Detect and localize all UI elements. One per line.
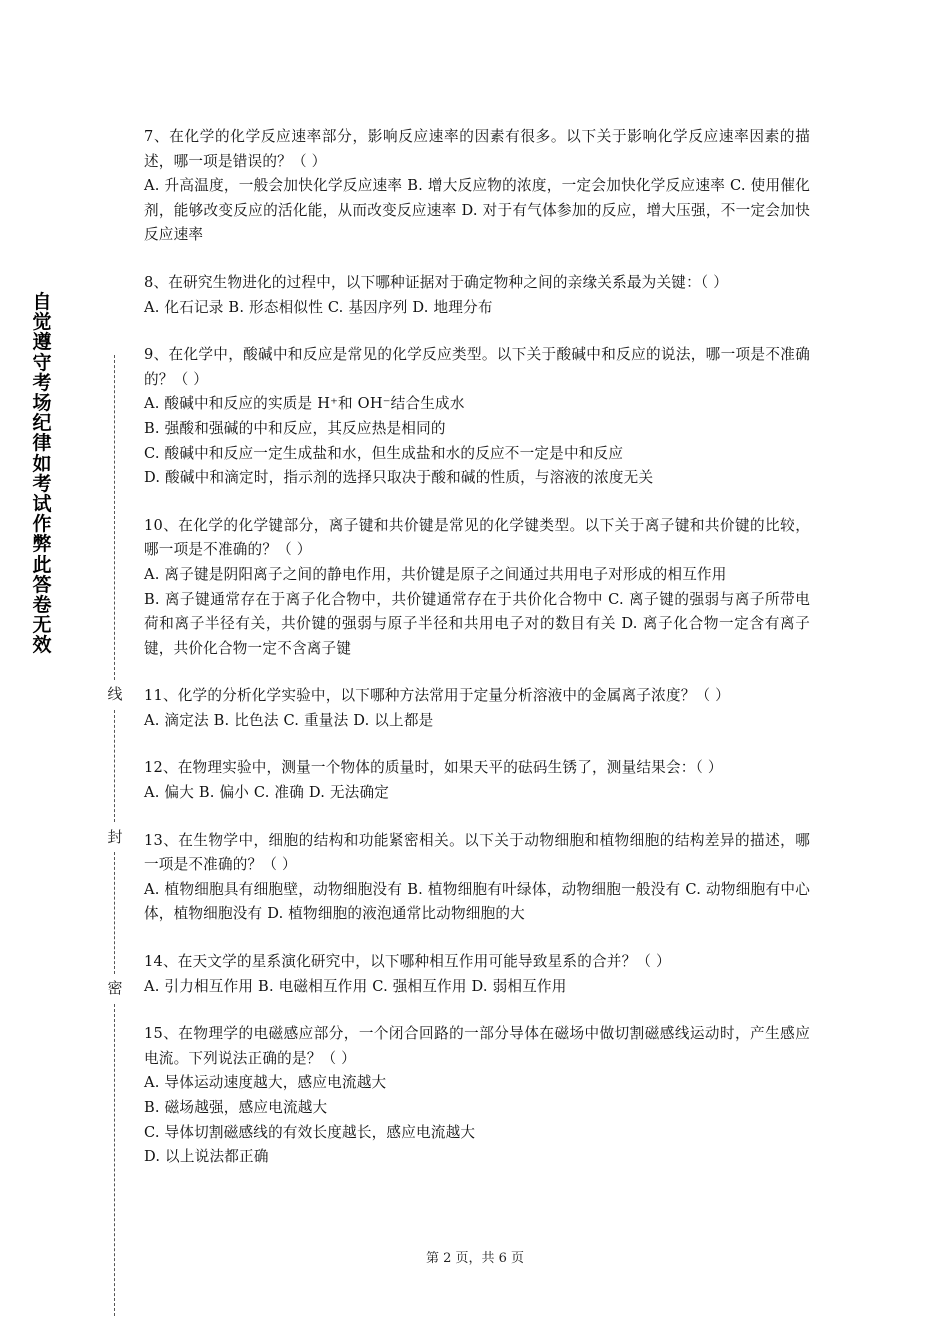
binding-dashed-line [114, 852, 115, 974]
question-options: A. 植物细胞具有细胞壁，动物细胞没有 B. 植物细胞有叶绿体，动物细胞一般没有 C. 动物细胞有中心体，植物细胞没有 D. 植物细胞的液泡通常比动物细胞的大 [144, 880, 810, 923]
question-text: 9、在化学中，酸碱中和反应是常见的化学反应类型。以下关于酸碱中和反应的说法，哪一项是不准确的？（ ） [144, 346, 810, 388]
question-block [144, 514, 810, 662]
question-text: 7、在化学的化学反应速率部分，影响反应速率的因素有很多。以下关于影响化学反应速率因素的描述，哪一项是错误的？（ ） [144, 128, 810, 170]
side-notice-vertical-text: 自觉遵守考场纪律如考试作弊此答卷无效 [32, 291, 52, 657]
question-options: A. 升高温度，一般会加快化学反应速率 B. 增大反应物的浓度，一定会加快化学反应速率 C. 使用催化剂，能够改变反应的活化能，从而改变反应速率 D. 对于有气体参加的反应，增大压强，不一定会加快反应速率 [144, 177, 810, 244]
question-block [144, 343, 810, 491]
question-text: 15、在物理学的电磁感应部分，一个闭合回路的一部分导体在磁场中做切割磁感线运动时，产生感应电流。下列说法正确的是？（ ） [144, 1025, 810, 1067]
question-text: 10、在化学的化学键部分，离子键和共价键是常见的化学键类型。以下关于离子键和共价键的比较，哪一项是不准确的？（ ） [144, 516, 810, 559]
question-options: A. 酸碱中和反应的实质是 H⁺和 OH⁻结合生成水 [144, 395, 465, 413]
question-options: A. 偏大 B. 偏小 C. 准确 D. 无法确定 [144, 784, 390, 802]
side-label-xian: 线 [104, 686, 126, 702]
question-options: D. 以上说法都正确 [144, 1148, 269, 1166]
side-label-feng: 封 [104, 829, 126, 845]
question-block [144, 271, 810, 320]
question-text: 13、在生物学中，细胞的结构和功能紧密相关。以下关于动物细胞和植物细胞的结构差异的描述，哪一项是不准确的？（ ） [144, 831, 810, 874]
question-options: A. 离子键是阴阳离子之间的静电作用，共价键是原子之间通过共用电子对形成的相互作用 [144, 565, 727, 583]
question-options: A. 滴定法 B. 比色法 C. 重量法 D. 以上都是 [144, 711, 434, 729]
question-options: C. 酸碱中和反应一定生成盐和水，但生成盐和水的反应不一定是中和反应 [144, 444, 624, 462]
question-options: D. 酸碱中和滴定时，指示剂的选择只取决于酸和碱的性质，与溶液的浓度无关 [144, 469, 654, 487]
question-options: B. 强酸和强碱的中和反应，其反应热是相同的 [144, 419, 446, 437]
question-text: 11、化学的分析化学实验中，以下哪种方法常用于定量分析溶液中的金属离子浓度？（ ） [144, 687, 730, 705]
question-block [144, 756, 810, 805]
binding-dashed-line [114, 1004, 115, 1316]
question-text: 8、在研究生物进化的过程中，以下哪种证据对于确定物种之间的亲缘关系最为关键：（ ） [144, 273, 728, 291]
question-block [144, 829, 810, 927]
question-text: 14、在天文学的星系演化研究中，以下哪种相互作用可能导致星系的合并？（ ） [144, 953, 671, 971]
side-label-mi: 密 [104, 980, 126, 996]
question-block [144, 1022, 810, 1170]
question-text: 12、在物理实验中，测量一个物体的质量时，如果天平的砝码生锈了，测量结果会：（ ） [144, 759, 723, 777]
question-options: A. 导体运动速度越大，感应电流越大 [144, 1074, 387, 1092]
page-footer: 第 2 页，共 6 页 [425, 1251, 525, 1266]
question-options: C. 导体切割磁感线的有效长度越长，感应电流越大 [144, 1123, 476, 1141]
question-block [144, 684, 810, 733]
question-options: B. 离子键通常存在于离子化合物中，共价键通常存在于共价化合物中 C. 离子键的强弱与离子所带电荷和离子半径有关，共价键的强弱与原子半径和共用电子对的数目有关 D. 离子化合物一定含有离子键，共价化合物一定不含离子键 [144, 590, 810, 657]
question-options: A. 化石记录 B. 形态相似性 C. 基因序列 D. 地理分布 [144, 298, 493, 316]
binding-dashed-line [114, 355, 115, 680]
question-block [144, 125, 810, 248]
question-options: B. 磁场越强，感应电流越大 [144, 1099, 328, 1116]
question-block [144, 950, 810, 999]
question-options: A. 引力相互作用 B. 电磁相互作用 C. 强相互作用 D. 弱相互作用 [144, 977, 567, 995]
question-list [144, 125, 810, 1193]
binding-dashed-line [114, 710, 115, 822]
